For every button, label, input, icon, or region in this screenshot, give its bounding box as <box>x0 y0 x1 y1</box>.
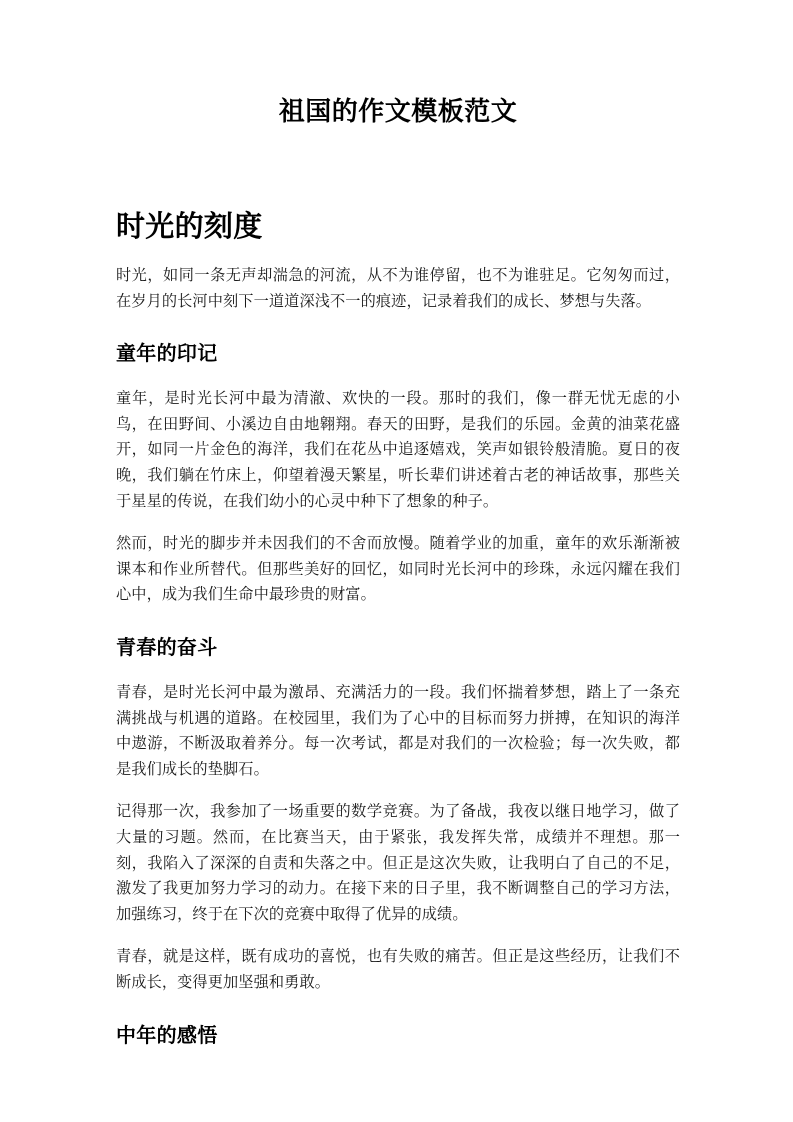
section-heading-main: 时光的刻度 <box>116 208 263 243</box>
document-body <box>116 0 680 1048</box>
paragraph: 青春，就是这样，既有成功的喜悦，也有失败的痛苦。但正是这些经历，让我们不断成长，变得更加坚强和勇敢。 <box>116 947 680 991</box>
section-heading-childhood: 童年的印记 <box>116 341 218 366</box>
paragraph: 然而，时光的脚步并未因我们的不舍而放慢。随着学业的加重，童年的欢乐渐渐被课本和作业所替代。但那些美好的回忆，如同时光长河中的珍珠，永远闪耀在我们心中，成为我们生命中最珍贵的财富。 <box>116 534 680 604</box>
paragraph: 童年，是时光长河中最为清澈、欢快的一段。那时的我们，像一群无忧无虑的小鸟，在田野间、小溪边自由地翱翔。春天的田野，是我们的乐园。金黄的油菜花盛开，如同一片金色的海洋，我们在花丛中追逐嬉戏，笑声如银铃般清脆。夏日的夜晚，我们躺在竹床上，仰望着漫天繁星，听长辈们讲述着古老的神话故事，那些关于星星的传说，在我们幼小的心灵中种下了想象的种子。 <box>116 389 680 510</box>
document-title: 祖国的作文模板范文 <box>278 97 518 127</box>
paragraph: 记得那一次，我参加了一场重要的数学竞赛。为了备战，我夜以继日地学习，做了大量的习题。然而，在比赛当天，由于紧张，我发挥失常，成绩并不理想。那一刻，我陷入了深深的自责和失落之中。但正是这次失败，让我明白了自己的不足，激发了我更加努力学习的动力。在接下来的日子里，我不断调整自己的学习方法，加强练习，终于在下次的竞赛中取得了优异的成绩。 <box>116 802 680 923</box>
section-heading-youth: 青春的奋斗 <box>116 634 218 659</box>
paragraph: 青春，是时光长河中最为激昂、充满活力的一段。我们怀揣着梦想，踏上了一条充满挑战与机遇的道路。在校园里，我们为了心中的目标而努力拼搏，在知识的海洋中遨游，不断汲取着养分。每一次考试，都是对我们的一次检验；每一次失败，都是我们成长的垫脚石。 <box>116 682 680 778</box>
intro-paragraph: 时光，如同一条无声却湍急的河流，从不为谁停留，也不为谁驻足。它匆匆而过，在岁月的长河中刻下一道道深浅不一的痕迹，记录着我们的成长、梦想与失落。 <box>116 266 680 310</box>
section-heading-middle-age: 中年的感悟 <box>116 1022 218 1047</box>
